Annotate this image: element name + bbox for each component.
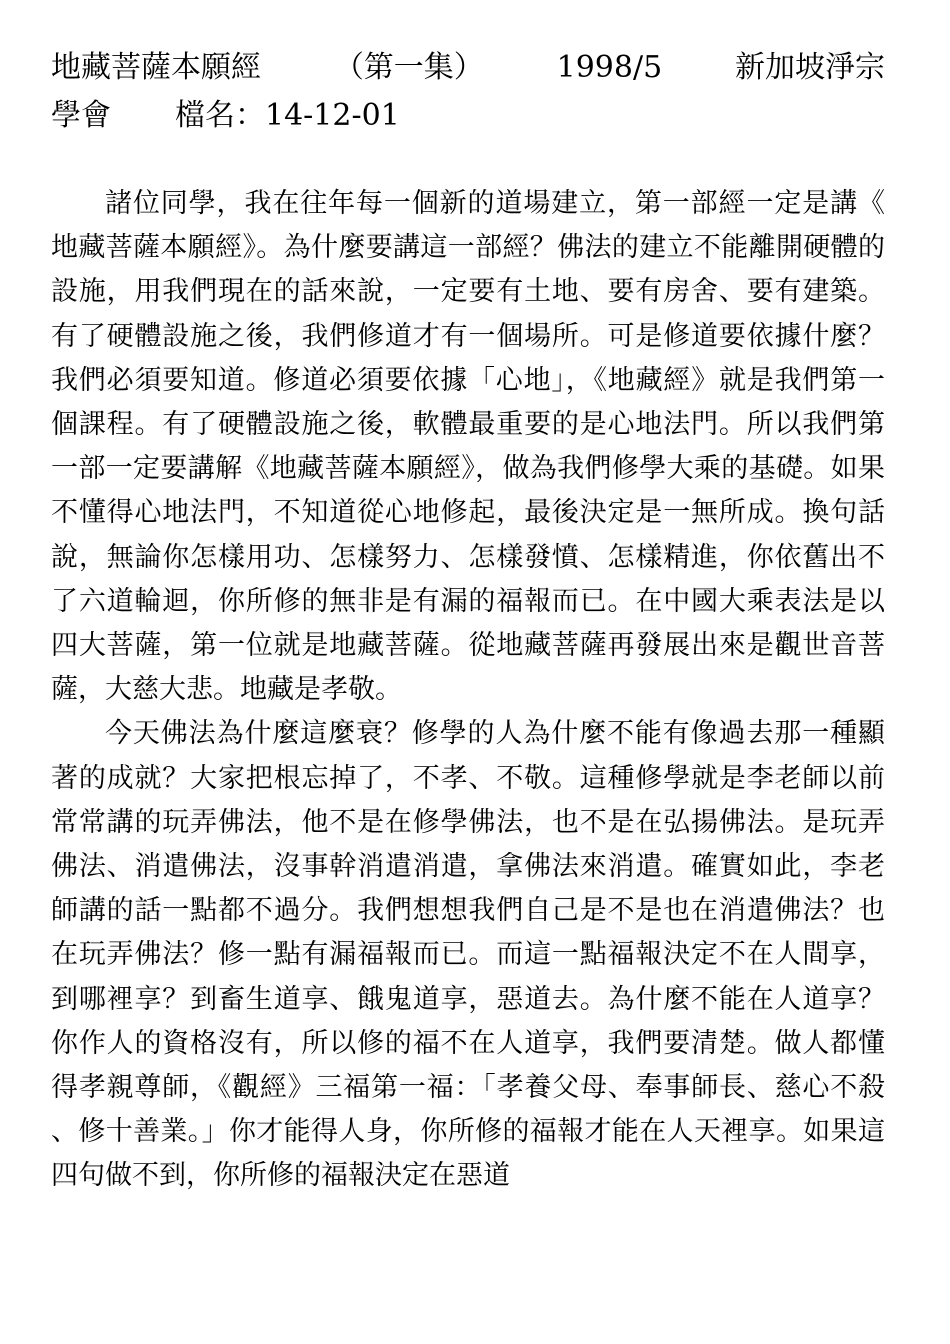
- document-page: [51, 44, 885, 1199]
- paragraph-1: 諸位同學，我在往年每一個新的道場建立，第一部經一定是講《地藏菩薩本願經》。為什麼要講這一部經？佛法的建立不能離開硬體的設施，用我們現在的話來說，一定要有土地、要有房舍、要有建築。有了硬體設施之後，我們修道才有一個場所。可是修道要依據什麼？我們必須要知道。修道必須要依據「心地」，《地藏經》就是我們第一個課程。有了硬體設施之後，軟體最重要的是心地法門。所以我們第一部一定要講解《地藏菩薩本願經》，做為我們修學大乘的基礎。如果不懂得心地法門，不知道從心地修起，最後決定是一無所成。換句話說，無論你怎樣用功、怎樣努力、怎樣發憤、怎樣精進，你依舊出不了六道輪迴，你所修的無非是有漏的福報而已。在中國大乘表法是以四大菩薩，第一位就是地藏菩薩。從地藏菩薩再發展出來是觀世音菩薩，大慈大悲。地藏是孝敬。: [51, 188, 885, 706]
- venue-label-continued: 學會: [51, 98, 111, 133]
- file-name-label: 檔名：14-12-01: [175, 98, 400, 133]
- document-header: [51, 44, 885, 140]
- paragraph-2: 今天佛法為什麼這麼衰？修學的人為什麼不能有像過去那一種顯著的成就？大家把根忘掉了，不孝、不敬。這種修學就是李老師以前常常講的玩弄佛法，他不是在修學佛法，也不是在弘揚佛法。是玩弄佛法、消遣佛法，沒事幹消遣消遣，拿佛法來消遣。確實如此，李老師講的話一點都不過分。我們想想我們自己是不是也在消遣佛法？也在玩弄佛法？修一點有漏福報而已。而這一點福報決定不在人間享，到哪裡享？到畜生道享、餓鬼道享，惡道去。為什麼不能在人道享？你作人的資格沒有，所以修的福不在人道享，我們要清楚。做人都懂得孝親尊師，《觀經》三福第一福：「孝養父母、奉事師長、慈心不殺、修十善業。」你才能得人身，你所修的福報才能在人天裡享。如果這四句做不到，你所修的福報決定在惡道: [51, 718, 885, 1192]
- episode-label: （第一集）: [333, 50, 484, 85]
- header-line-2: [51, 92, 885, 140]
- venue-label: 新加坡淨宗: [734, 50, 885, 85]
- header-line-1: [51, 44, 885, 92]
- document-body: [51, 182, 885, 1199]
- sutra-title: 地藏菩薩本願經: [51, 50, 261, 85]
- date-label: 1998/5: [556, 50, 663, 85]
